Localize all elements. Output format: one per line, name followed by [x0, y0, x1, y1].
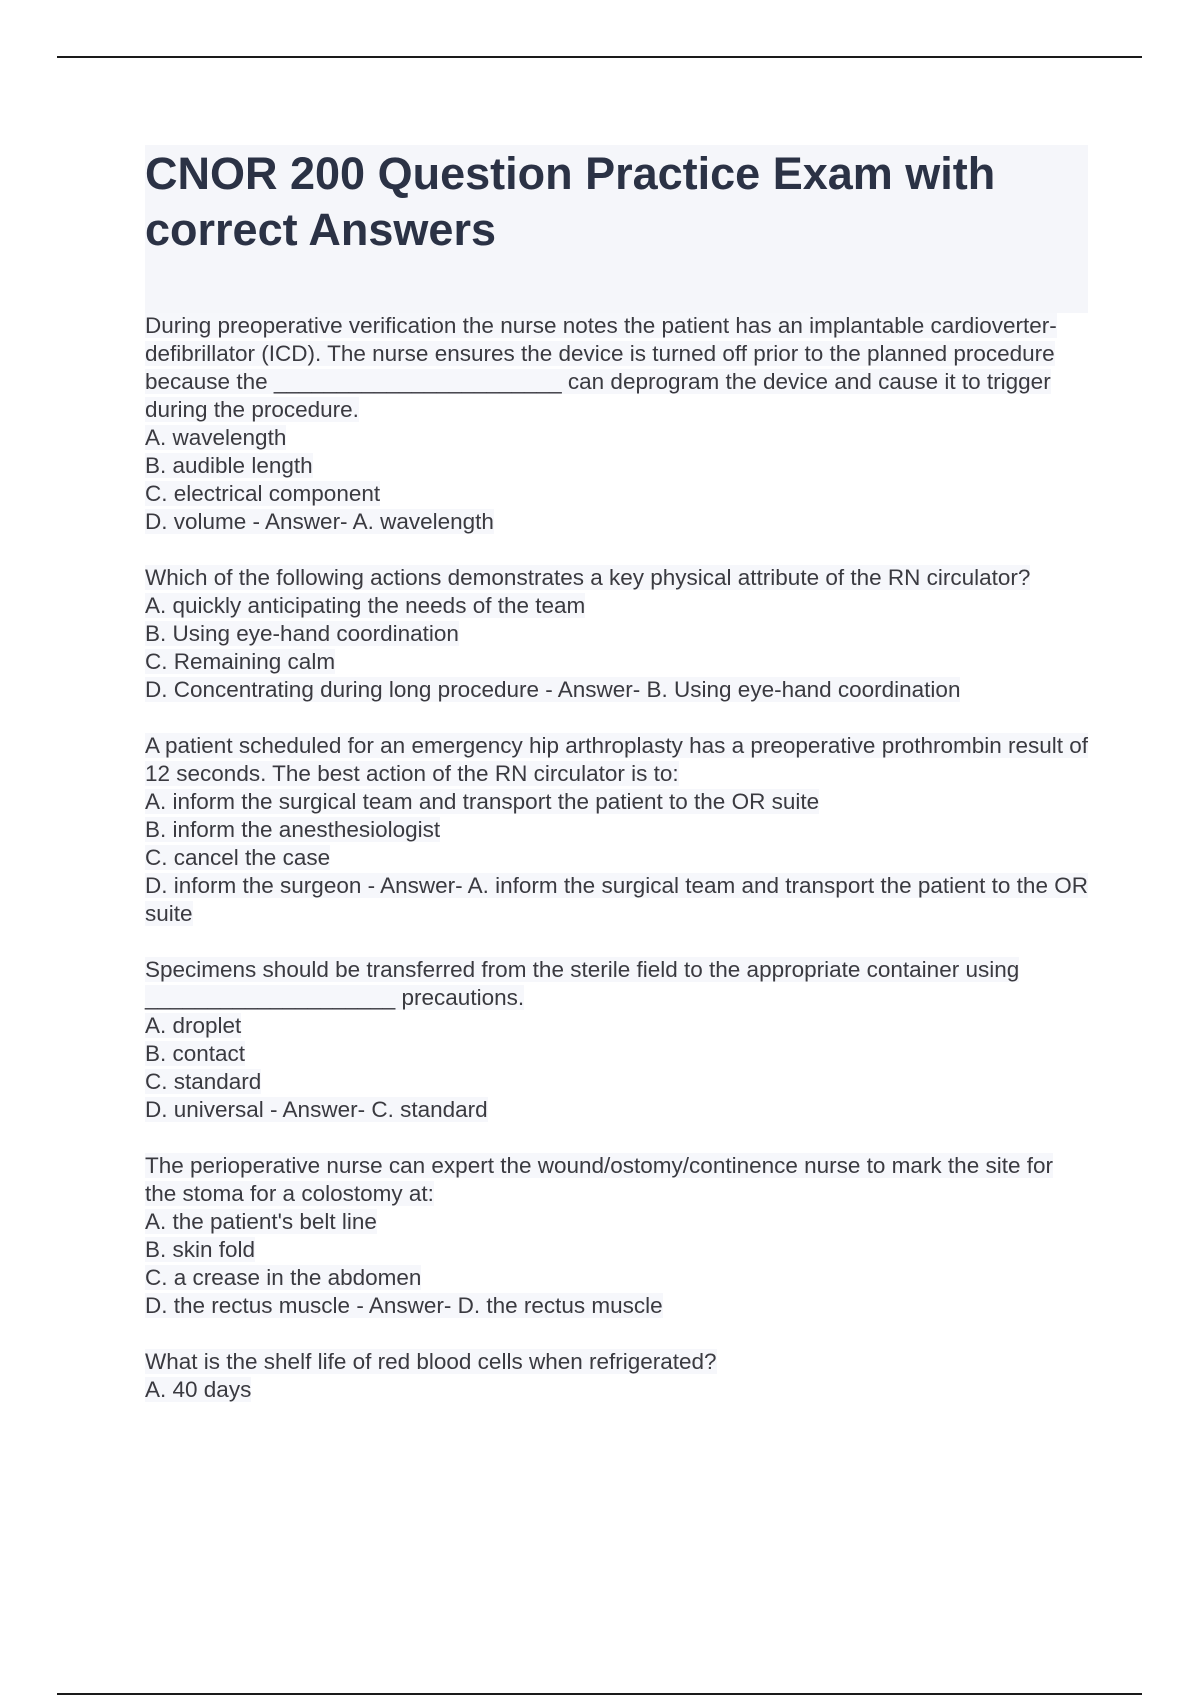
answer-option: A. 40 days: [145, 1377, 252, 1402]
answer-option-with-answer: D. the rectus muscle - Answer- D. the rectus muscle: [145, 1293, 663, 1318]
answer-option-with-answer: D. volume - Answer- A. wavelength: [145, 509, 494, 534]
document-title: CNOR 200 Question Practice Exam with correct Answers: [145, 148, 996, 255]
question-6: [145, 1348, 1090, 1404]
answer-option: A. wavelength: [145, 425, 287, 450]
question-2: [145, 564, 1090, 704]
answer-option: A. droplet: [145, 1013, 242, 1038]
question-list: [145, 312, 1090, 1432]
answer-option-with-answer: D. inform the surgeon - Answer- A. inform the surgical team and transport the patient to the OR suite: [145, 873, 1088, 926]
question-1: [145, 312, 1090, 536]
answer-option: A. inform the surgical team and transport the patient to the OR suite: [145, 789, 820, 814]
question-3: [145, 732, 1090, 928]
answer-option: A. the patient's belt line: [145, 1209, 377, 1234]
answer-option: C. a crease in the abdomen: [145, 1265, 422, 1290]
question-4: [145, 956, 1090, 1124]
answer-option-with-answer: D. universal - Answer- C. standard: [145, 1097, 488, 1122]
top-rule: [57, 56, 1142, 58]
answer-option: B. audible length: [145, 453, 313, 478]
answer-option: B. inform the anesthesiologist: [145, 817, 441, 842]
question-stem: Which of the following actions demonstrates a key physical attribute of the RN circulator?: [145, 565, 1031, 590]
answer-option: C. cancel the case: [145, 845, 331, 870]
answer-option: C. standard: [145, 1069, 262, 1094]
question-stem: The perioperative nurse can expert the wound/ostomy/continence nurse to mark the site for the stoma for a colostomy at:: [145, 1153, 1053, 1206]
answer-option: B. contact: [145, 1041, 246, 1066]
question-stem: During preoperative verification the nurse notes the patient has an implantable cardioverter-defibrillator (ICD). The nurse ensures the device is turned off prior to the planned procedure because the _______________________ can deprogram the device and cause it to trigger during the procedure.: [145, 313, 1057, 422]
answer-option: B. Using eye-hand coordination: [145, 621, 459, 646]
answer-option: C. electrical component: [145, 481, 381, 506]
question-stem: What is the shelf life of red blood cells when refrigerated?: [145, 1349, 717, 1374]
answer-option: A. quickly anticipating the needs of the team: [145, 593, 586, 618]
question-5: [145, 1152, 1090, 1320]
answer-option: C. Remaining calm: [145, 649, 336, 674]
bottom-rule: [57, 1693, 1142, 1695]
question-stem: Specimens should be transferred from the sterile field to the appropriate container using ____________________ precautions.: [145, 957, 1020, 1010]
question-stem: A patient scheduled for an emergency hip arthroplasty has a preoperative prothrombin result of 12 seconds. The best action of the RN circulator is to:: [145, 733, 1089, 786]
answer-option: B. skin fold: [145, 1237, 256, 1262]
answer-option-with-answer: D. Concentrating during long procedure - Answer- B. Using eye-hand coordination: [145, 677, 961, 702]
